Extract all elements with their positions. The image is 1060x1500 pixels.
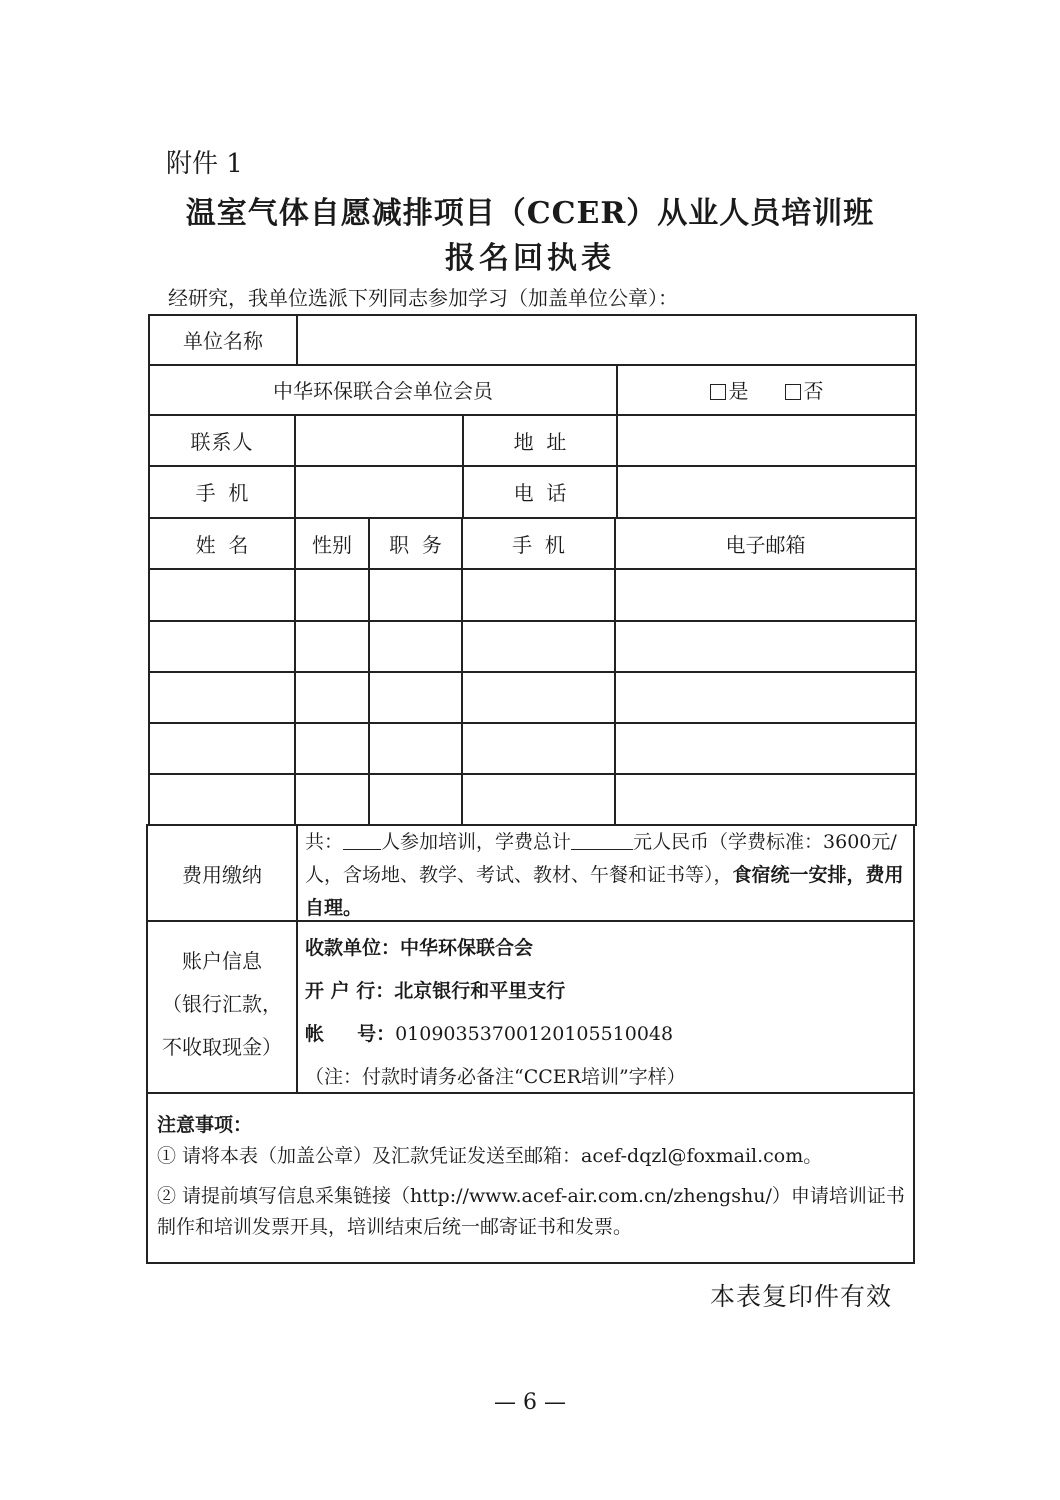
note-item-link: ② 请提前填写信息采集链接（http://www.acef-air.com.cn/zhengshu/）申请培训证书制作和培训发票开具，培训结束后统一邮寄证书和发票。 — [157, 1185, 905, 1238]
fee-label: 费用缴纳 — [182, 862, 262, 887]
page-number: — 6 — — [494, 1390, 566, 1415]
participant-count-blank[interactable] — [343, 829, 381, 850]
account-number-line: 帐 号：01090353700120105510048 — [305, 1023, 674, 1045]
column-header-mobile: 手 机 — [512, 532, 565, 557]
copy-valid-note: 本表复印件有效 — [710, 1282, 893, 1311]
no-checkbox[interactable] — [785, 384, 801, 400]
phone-label: 电 话 — [513, 481, 567, 505]
bank-line: 开 户 行：北京银行和平里支行 — [305, 980, 566, 1002]
address-label: 地 址 — [513, 429, 567, 454]
member-yes-option[interactable]: 是 — [710, 375, 749, 404]
participant-row[interactable] — [150, 672, 915, 722]
notes-title: 注意事项： — [157, 1114, 253, 1136]
phone-field[interactable] — [618, 466, 915, 517]
participant-row[interactable] — [150, 723, 915, 773]
document-title-line2: 报名回执表 — [445, 241, 615, 276]
mobile-label: 手 机 — [195, 481, 249, 505]
column-header-name: 姓 名 — [195, 532, 249, 557]
note-item-email: ① 请将本表（加盖公章）及汇款凭证发送至邮箱：acef-dqzl@foxmail.com。 — [157, 1145, 823, 1167]
attachment-label: 附件 1 — [166, 149, 243, 179]
participant-row[interactable] — [150, 570, 915, 620]
column-header-position: 职 务 — [389, 532, 442, 557]
yes-checkbox[interactable] — [710, 384, 726, 400]
member-label: 中华环保联合会单位会员 — [273, 379, 493, 403]
document-title-line1: 温室气体自愿减排项目（CCER）从业人员培训班 — [185, 196, 875, 231]
unit-name-field[interactable] — [298, 315, 915, 364]
payee-line: 收款单位：中华环保联合会 — [305, 937, 534, 959]
intro-text: 经研究，我单位选派下列同志参加学习（加盖单位公章）： — [168, 286, 678, 310]
contact-label: 联系人 — [190, 429, 254, 454]
fee-total-blank[interactable] — [571, 829, 633, 850]
member-no-option[interactable]: 否 — [785, 375, 824, 404]
column-header-email: 电子邮箱 — [725, 532, 806, 557]
member-options — [618, 365, 915, 414]
account-label: 账户信息 （银行汇款， 不收取现金） — [162, 949, 282, 1059]
payment-note: （注：付款时请务必备注“CCER培训”字样） — [305, 1066, 686, 1088]
participant-row[interactable] — [150, 774, 915, 824]
fee-text: 共： 人参加培训，学费总计 元人民币（学费标准：3600元/人，含场地、教学、考试、教材、午餐和证书等），食宿统一安排，费用自理。 — [305, 831, 904, 919]
address-field[interactable] — [618, 415, 915, 465]
column-header-gender: 性别 — [312, 532, 352, 557]
mobile-field[interactable] — [296, 466, 462, 517]
unit-name-label: 单位名称 — [183, 329, 263, 353]
contact-field[interactable] — [296, 415, 462, 465]
participant-row[interactable] — [150, 621, 915, 671]
